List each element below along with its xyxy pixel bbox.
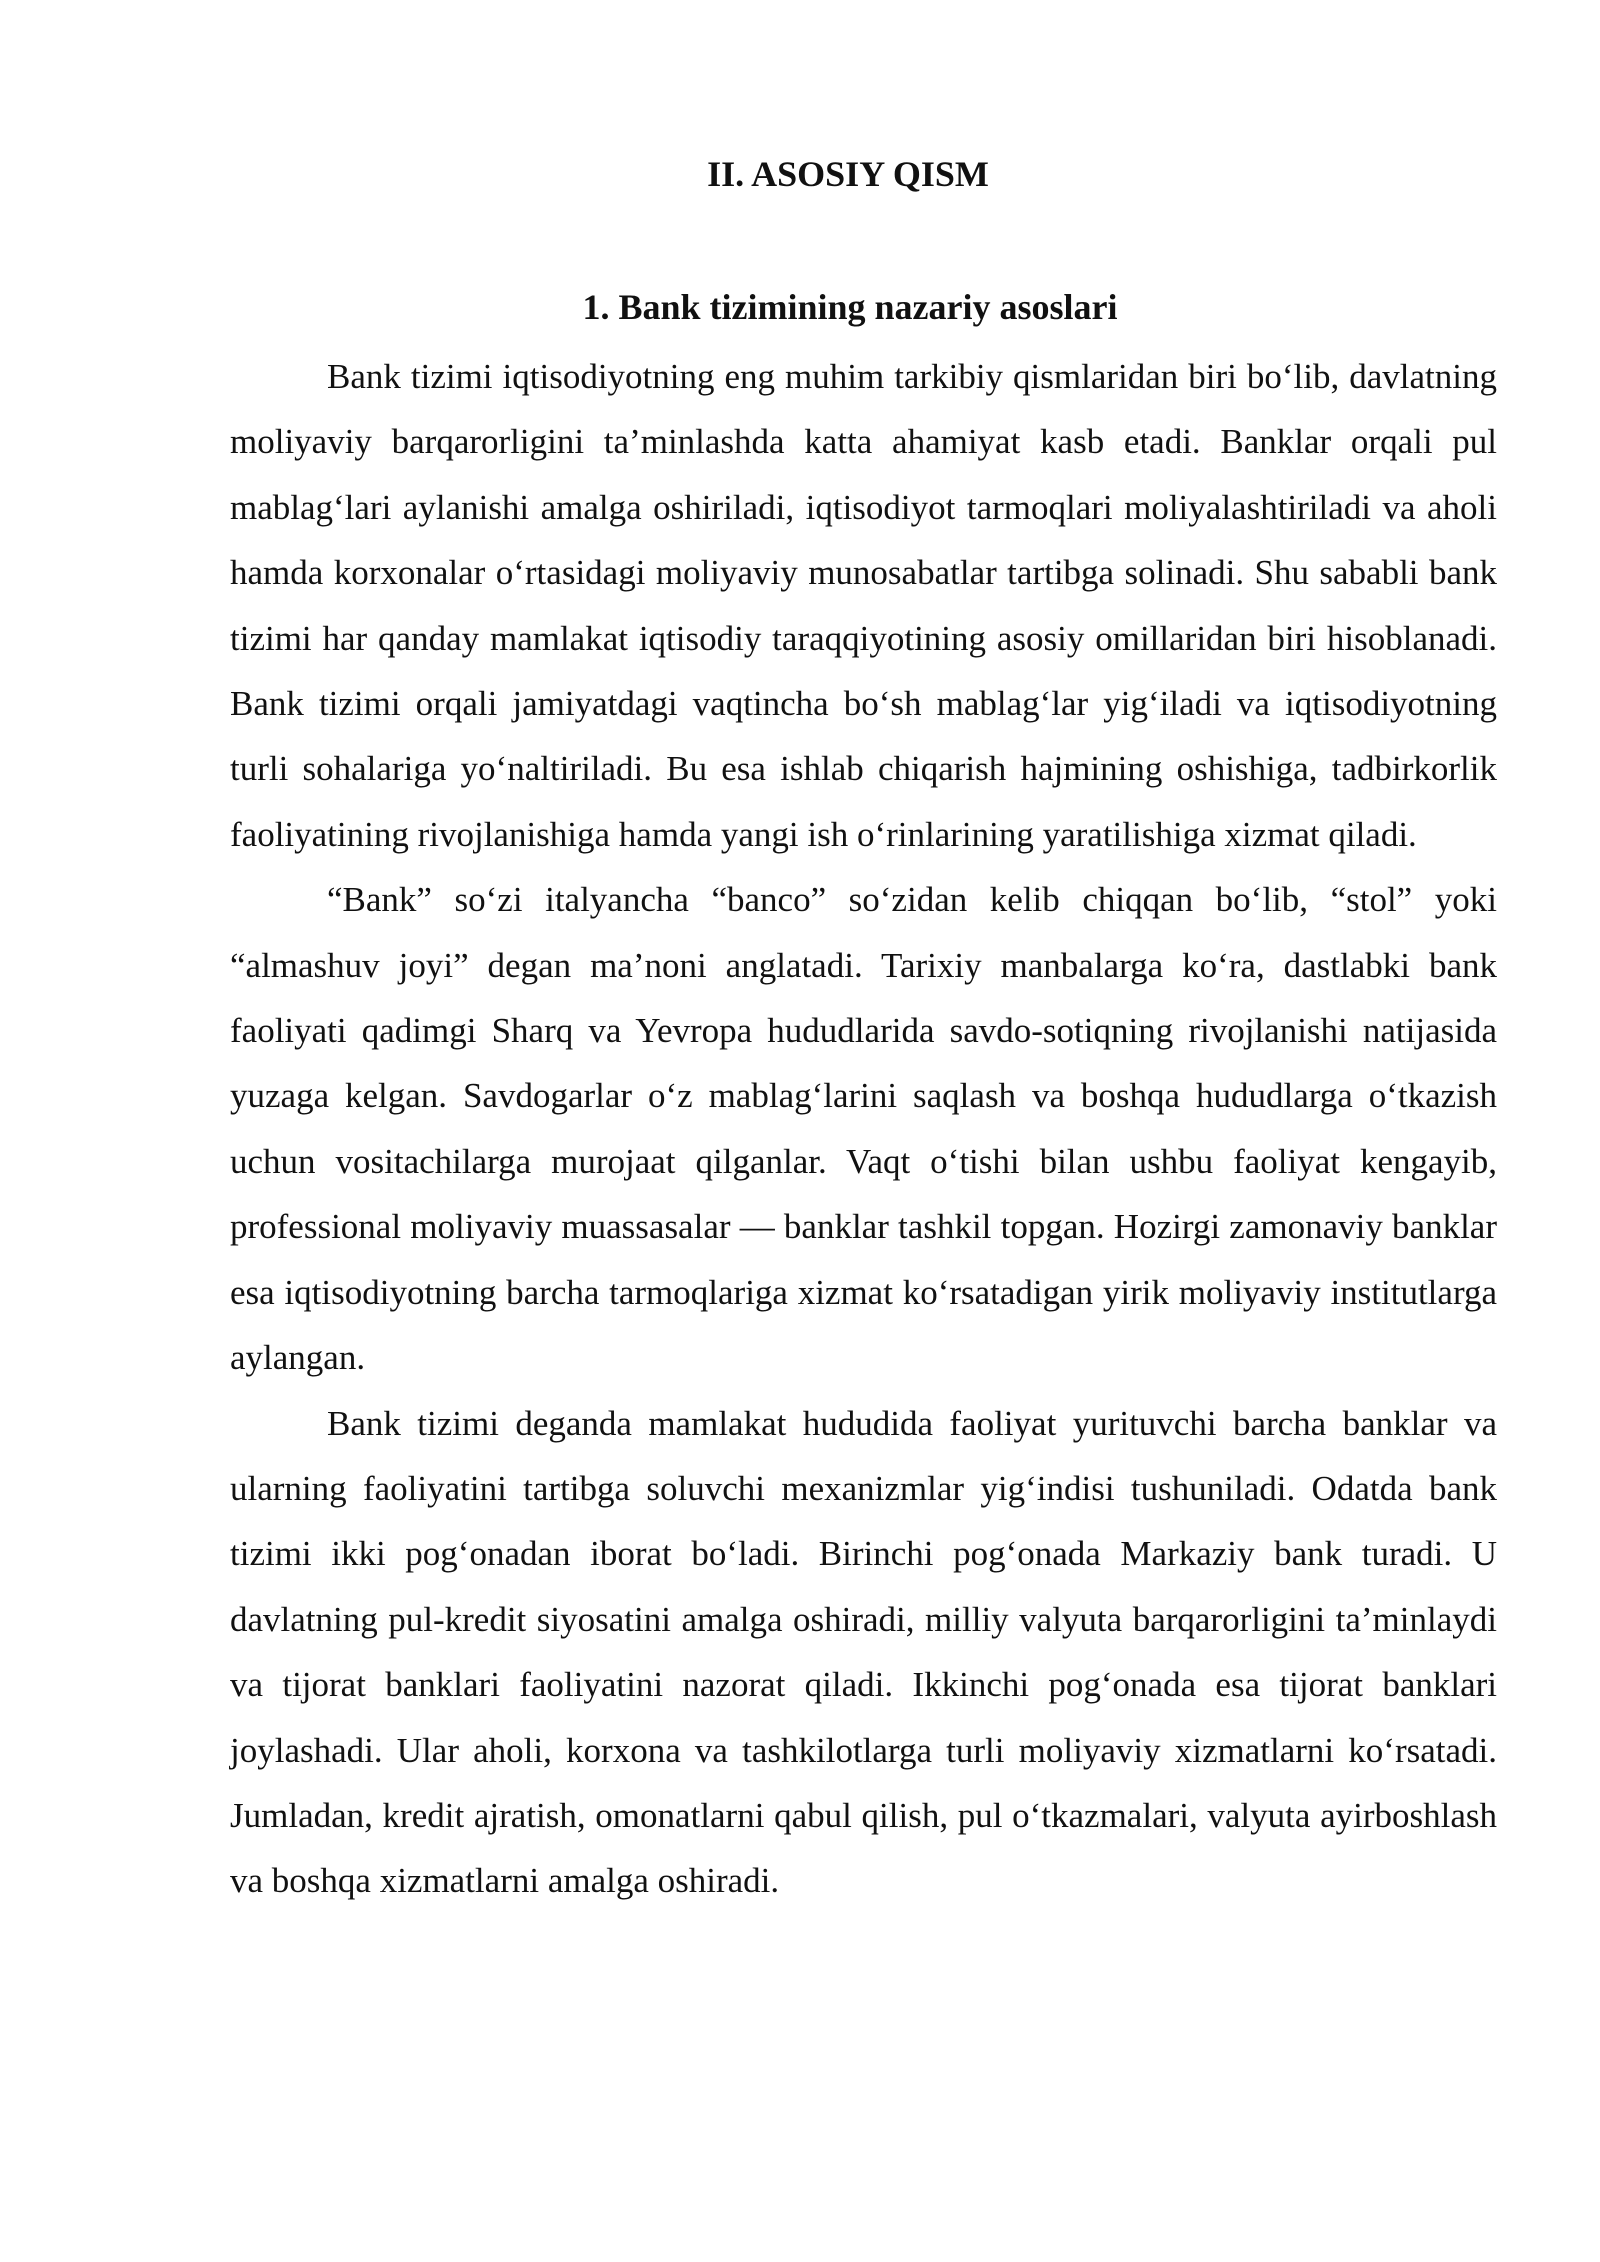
paragraph: “Bank” so‘zi italyancha “banco” so‘zidan kelib chiqqan bo‘lib, “stol” yoki “almashuv joyi” degan ma’noni anglatadi. Tarixiy manbalarga ko‘ra, dastlabki bank faoliyati qadimgi Sharq va Yevropa hududlarida savdo-sotiqning rivojlanishi natijasida yuzaga kelgan. Savdogarlar o‘z mablag‘larini saqlash va boshqa hududlarga o‘tkazish uchun vositachilarga murojaat qilganlar. Vaqt o‘tishi bilan ushbu faoliyat kengayib, professional moliyaviy muassasalar — banklar tashkil topgan. Hozirgi zamonaviy banklar esa iqtisodiyotning barcha tarmoqlariga xizmat ko‘rsatadigan yirik moliyaviy institutlarga aylangan. xyxy=(230,880,1497,1378)
body-text xyxy=(230,344,1497,1914)
paragraph: Bank tizimi iqtisodiyotning eng muhim tarkibiy qismlaridan biri bo‘lib, davlatning moliyaviy barqarorligini ta’minlashda katta ahamiyat kasb etadi. Banklar orqali pul mablag‘lari aylanishi amalga oshiriladi, iqtisodiyot tarmoqlari moliyalashtiriladi va aholi hamda korxonalar o‘rtasidagi moliyaviy munosabatlar tartibga solinadi. Shu sababli bank tizimi har qanday mamlakat iqtisodiy taraqqiyotining asosiy omillaridan biri hisoblanadi. Bank tizimi orqali jamiyatdagi vaqtincha bo‘sh mablag‘lar yig‘iladi va iqtisodiyotning turli sohalariga yo‘naltiriladi. Bu esa ishlab chiqarish hajmining oshishiga, tadbirkorlik faoliyatining rivojlanishiga hamda yangi ish o‘rinlarining yaratilishiga xizmat qiladi. xyxy=(230,357,1497,854)
subsection-title: 1. Bank tizimining nazariy asoslari xyxy=(582,287,1118,327)
paragraph: Bank tizimi deganda mamlakat hududida faoliyat yurituvchi barcha banklar va ularning faoliyatini tartibga soluvchi mexanizmlar yig‘indisi tushuniladi. Odatda bank tizimi ikki pog‘onadan iborat bo‘ladi. Birinchi pog‘onada Markaziy bank turadi. U davlatning pul-kredit siyosatini amalga oshiradi, milliy valyuta barqarorligini ta’minlaydi va tijorat banklari faoliyatini nazorat qiladi. Ikkinchi pog‘onada esa tijorat banklari joylashadi. Ular aholi, korxona va tashkilotlarga turli moliyaviy xizmatlarni ko‘rsatadi. Jumladan, kredit ajratish, omonatlarni qabul qilish, pul o‘tkazmalari, valyuta ayirboshlash va boshqa xizmatlarni amalga oshiradi. xyxy=(230,1403,1497,1901)
section-title: II. ASOSIY QISM xyxy=(707,154,989,194)
